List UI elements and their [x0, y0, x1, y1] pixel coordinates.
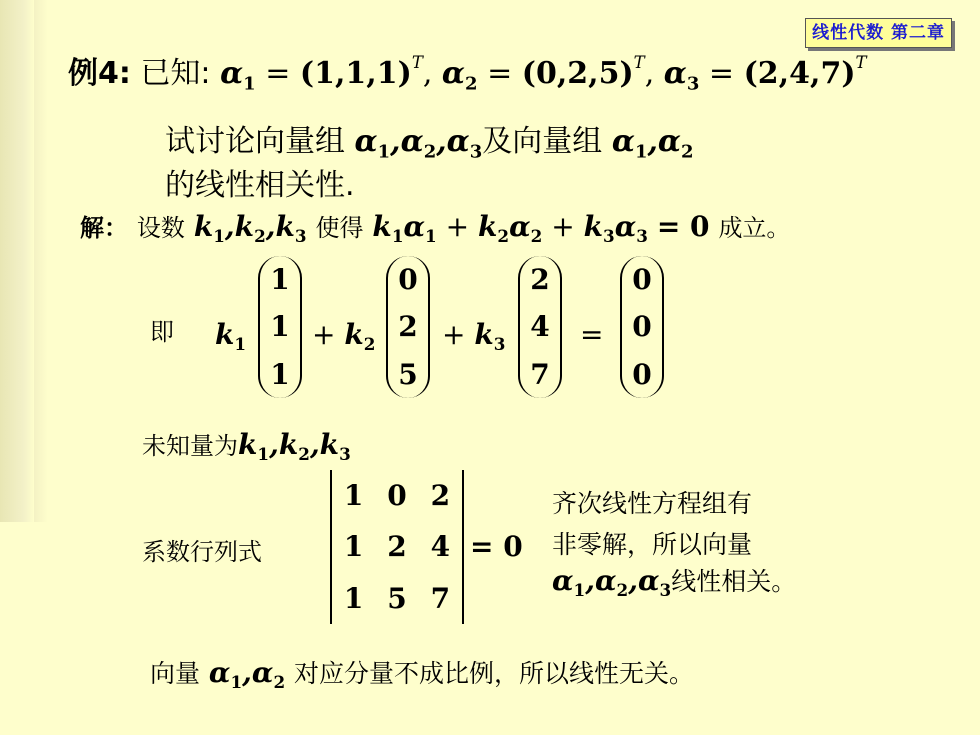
determinant-label: 系数行列式: [142, 538, 262, 566]
final-statement: 向量 $\alpha_1,\alpha_2$ 对应分量不成比例，所以线性无关。: [150, 656, 695, 692]
ie-label: 即: [150, 318, 174, 346]
unknowns-line: 未知量为$k_1,k_2,k_3$: [142, 428, 351, 464]
coefficient-determinant: 1 0 2 1 2 4 1 5 7: [330, 470, 464, 624]
vector-2: 0 2 5: [386, 256, 430, 398]
conclusion-line-3: $\alpha_1,\alpha_2,\alpha_3$线性相关。: [552, 564, 797, 600]
example-statement: 例4: 已知: $\alpha_1 = (1,1,1)^T$, $\alpha_2 = (0,2,5)^T$, $\alpha_3 = (2,4,7)^T$: [68, 53, 867, 95]
question-line-1: 试讨论向量组 $\alpha_1,\alpha_2,\alpha_3$及向量组 $\alpha_1,\alpha_2$: [165, 124, 694, 163]
alpha2-value: (0,2,5): [521, 56, 634, 91]
given-label: 已知:: [140, 56, 211, 91]
determinant-result: = 0: [470, 530, 523, 563]
left-decoration-bar: [0, 0, 34, 522]
vector-3: 2 4 7: [518, 256, 562, 398]
example-label: 例4:: [68, 56, 131, 91]
alpha3-value: (2,4,7): [743, 56, 856, 91]
question-line-2: 的线性相关性.: [165, 168, 355, 203]
vector-zero: 0 0 0: [620, 256, 664, 398]
vector-1: 1 1 1: [258, 256, 302, 398]
conclusion-line-1: 齐次线性方程组有: [552, 489, 753, 518]
chapter-badge: 线性代数 第二章: [805, 18, 952, 48]
left-decoration-gradient: [34, 0, 48, 522]
alpha1-value: (1,1,1): [299, 56, 412, 91]
conclusion-line-2: 非零解，所以向量: [552, 530, 753, 559]
solution-line: 解： 设数 $k_1,k_2,k_3$ 使得 $k_1\alpha_1 + k_2\alpha_2 + k_3\alpha_3 = 0$ 成立。: [80, 210, 791, 246]
